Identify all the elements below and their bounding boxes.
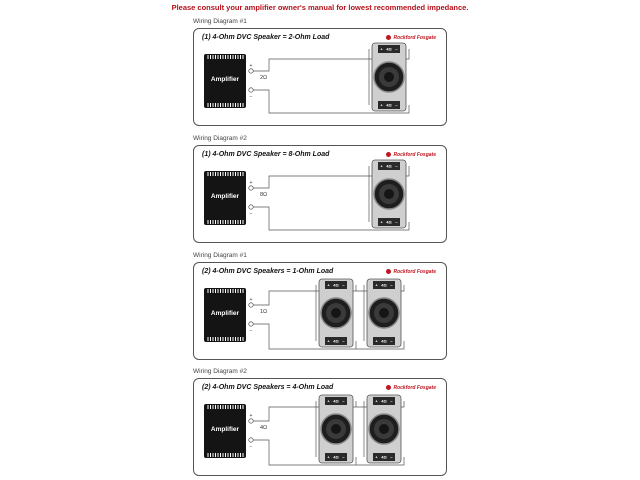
speaker-dust-cap [331,424,341,434]
amp-terminal-plus-label: + [249,180,253,186]
coil-impedance-label: 4Ω [333,398,339,404]
terminal-plus-label: + [375,398,378,404]
terminal-minus-label: − [390,338,393,344]
brand-name: Rockford Fosgate [393,385,436,391]
terminal-minus-label: − [390,454,393,460]
subwoofer-speaker [372,160,406,228]
wiring-svg [194,379,446,475]
amp-terminal-negative [249,438,253,442]
coil-impedance-label: 4Ω [333,338,339,344]
brand-name: Rockford Fosgate [393,269,436,275]
terminal-plus-label: + [380,102,383,108]
terminal-minus-label: − [342,454,345,460]
amp-terminal-minus-label: − [249,444,253,450]
brand-name: Rockford Fosgate [393,152,436,158]
amp-terminal-minus-label: − [249,211,253,217]
amp-terminal-minus-label: − [249,328,253,334]
speaker-dust-cap [384,189,394,199]
subwoofer-speaker [367,279,401,347]
wiring-svg [194,146,446,242]
wiring-diagram-panel [193,262,447,360]
subwoofer-speaker [367,395,401,463]
diagram-caption: Wiring Diagram #2 [193,135,247,142]
coil-impedance-label: 4Ω [386,102,392,108]
diagram-caption: Wiring Diagram #1 [193,18,247,25]
amp-terminal-negative [249,205,253,209]
coil-impedance-label: 4Ω [333,454,339,460]
diagram-caption: Wiring Diagram #2 [193,368,247,375]
impedance-label: 2Ω [260,75,268,81]
coil-impedance-label: 4Ω [386,46,392,52]
coil-impedance-label: 4Ω [381,338,387,344]
impedance-notice: Please consult your amplifier owner's manual for lowest recommended impedance. [171,3,469,12]
terminal-plus-label: + [327,338,330,344]
diagram-title: (2) 4-Ohm DVC Speakers = 1-Ohm Load [202,268,334,275]
terminal-plus-label: + [375,282,378,288]
amp-terminal-minus-label: − [249,94,253,100]
coil-impedance-label: 4Ω [386,219,392,225]
terminal-plus-label: + [375,454,378,460]
amplifier-label: Amplifier [210,193,240,200]
diagram-title: (1) 4-Ohm DVC Speaker = 2-Ohm Load [202,34,330,41]
impedance-label: 1Ω [260,309,268,315]
diagram-title: (2) 4-Ohm DVC Speakers = 4-Ohm Load [202,384,334,391]
terminal-plus-label: + [327,398,330,404]
amp-terminal-positive [249,69,253,73]
wiring-diagram-panel [193,378,447,476]
terminal-minus-label: − [395,219,398,225]
impedance-label: 8Ω [260,192,268,198]
terminal-minus-label: − [395,46,398,52]
terminal-minus-label: − [342,398,345,404]
wiring-diagram-panel [193,28,447,126]
brand-name: Rockford Fosgate [393,35,436,41]
wiring-diagram-panel [193,145,447,243]
terminal-minus-label: − [395,163,398,169]
wiring-svg [194,263,446,359]
terminal-plus-label: + [380,163,383,169]
impedance-label: 4Ω [260,425,268,431]
speaker-dust-cap [379,308,389,318]
amplifier-label: Amplifier [210,426,240,433]
amp-terminal-negative [249,322,253,326]
diagram-title: (1) 4-Ohm DVC Speaker = 8-Ohm Load [202,151,330,158]
speaker-dust-cap [379,424,389,434]
terminal-minus-label: − [395,102,398,108]
terminal-plus-label: + [380,46,383,52]
terminal-plus-label: + [380,219,383,225]
wiring-svg [194,29,446,125]
terminal-minus-label: − [342,282,345,288]
amplifier-label: Amplifier [210,76,240,83]
subwoofer-speaker [319,395,353,463]
amp-terminal-plus-label: + [249,413,253,419]
amplifier-label: Amplifier [210,310,240,317]
subwoofer-speaker [319,279,353,347]
terminal-minus-label: − [342,338,345,344]
terminal-plus-label: + [327,454,330,460]
amp-terminal-positive [249,303,253,307]
amp-terminal-positive [249,419,253,423]
amp-terminal-plus-label: + [249,297,253,303]
amp-terminal-negative [249,88,253,92]
terminal-minus-label: − [390,398,393,404]
amp-terminal-positive [249,186,253,190]
terminal-minus-label: − [390,282,393,288]
speaker-dust-cap [384,72,394,82]
terminal-plus-label: + [375,338,378,344]
coil-impedance-label: 4Ω [381,454,387,460]
coil-impedance-label: 4Ω [381,282,387,288]
diagram-caption: Wiring Diagram #1 [193,252,247,259]
amp-terminal-plus-label: + [249,63,253,69]
speaker-dust-cap [331,308,341,318]
terminal-plus-label: + [327,282,330,288]
coil-impedance-label: 4Ω [386,163,392,169]
subwoofer-speaker [372,43,406,111]
coil-impedance-label: 4Ω [381,398,387,404]
coil-impedance-label: 4Ω [333,282,339,288]
